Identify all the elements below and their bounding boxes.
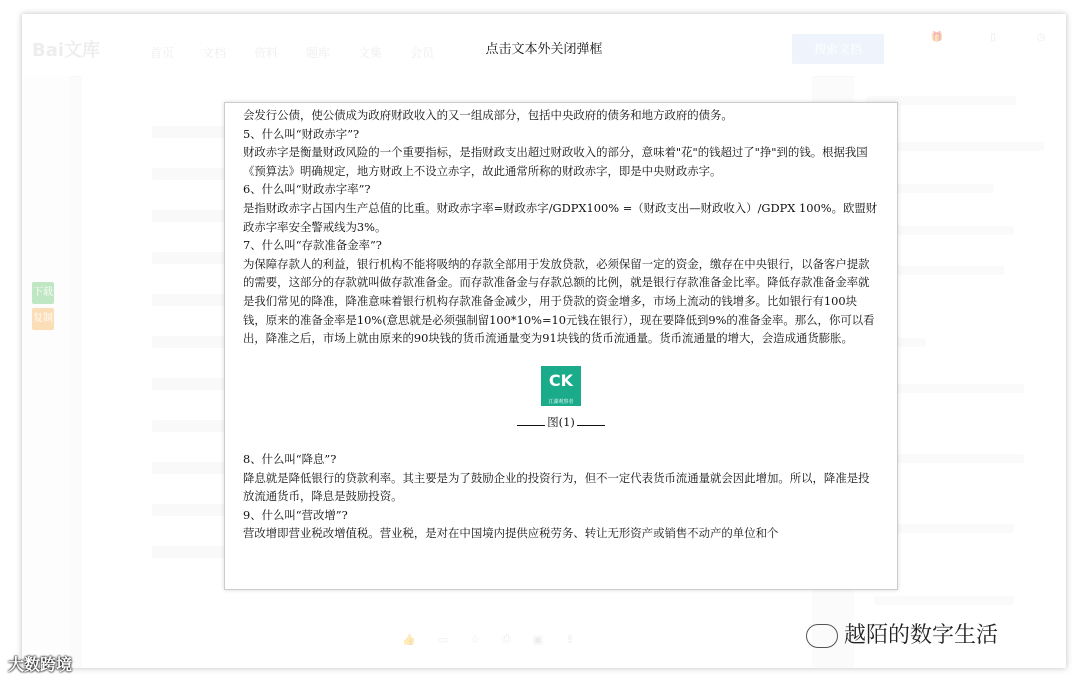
figure-caption: 图(1): [547, 415, 575, 430]
heading: 6、什么叫“财政赤字率”?: [243, 182, 371, 197]
heading: 7、什么叫“存款准备金率”?: [243, 238, 382, 253]
paragraph: 营改增即营业税改增值税。营业税，是对在中国境内提供应税劳务、转让无形资产或销售不动产的单位和个: [243, 526, 779, 541]
text-modal: [224, 102, 898, 590]
watermark-right-text: 越陌的数字生活: [844, 623, 999, 648]
heading: 9、什么叫“营改增”?: [243, 507, 348, 522]
paragraph: 会发行公债，使公债成为政府财政收入的又一组成部分，包括中央政府的债务和地方政府的债务。: [243, 108, 733, 122]
figure-caption-row: [243, 413, 879, 432]
paragraph: 是指财政赤字占国内生产总值的比重。财政赤字率=财政赤字/GDPX100% =（财政支出—财政收入）/GDPX 100%。欧盟财政赤字率安全警戒线为3%。: [243, 200, 878, 234]
modal-overlay[interactable]: [22, 14, 1066, 668]
content-after-figure: [243, 450, 879, 543]
figure-logo: [541, 366, 581, 406]
paragraph: 降息就是降低银行的贷款利率。其主要是为了鼓励企业的投资行为，但不一定代表货币流通量就会因此增加。所以，降准是投放流通货币，降息是鼓励投资。: [243, 470, 870, 504]
heading: 8、什么叫“降息”?: [243, 451, 337, 466]
close-hint[interactable]: 点击文本外关闭弹框: [485, 42, 603, 57]
paragraph: 财政赤字是衡量财政风险的一个重要指标，是指财政支出超过财政收入的部分，意味着"花"的钱超过了"挣"到的钱。根据我国《预算法》明确规定，地方财政上不设立赤字，故此通常所称的财政赤字，即是中央财政赤字。: [243, 145, 868, 178]
figure-logo-text: CK: [548, 370, 574, 390]
modal-content: [225, 103, 897, 543]
wechat-icon: [806, 624, 838, 648]
figure-logo-subtext: 江湖观察者: [548, 398, 574, 405]
figure: [243, 366, 879, 432]
paragraph: 为保障存款人的利益，银行机构不能将吸纳的存款全部用于发放贷款，必须保留一定的资金，缴存在中央银行，以备客户提款的需要，这部分的存款就叫做存款准备金。而存款准备金与存款总额的比例，就是银行存款准备金比率。降低存款准备金率就是我们常见的降准，降准意味着银行机构存款准备金减少，用于贷款的资金增多，市场上流动的钱增多。比如银行有100块钱，原来的准备金率是10%(意思就是必须强制留100*10%=10元钱在银行），现在要降低到9%的准备金率。那么，你可以看出，降准之后，市场上就由原来的90块钱的货币流通量变为91块钱的货币流通量。货币流通量的增大，会造成通货膨胀。: [243, 256, 875, 346]
screenshot-window: [22, 14, 1066, 668]
watermark-left: 大数跨境: [8, 655, 73, 674]
heading: 5、什么叫“财政赤字”?: [243, 126, 360, 141]
watermark-right: [806, 618, 998, 649]
